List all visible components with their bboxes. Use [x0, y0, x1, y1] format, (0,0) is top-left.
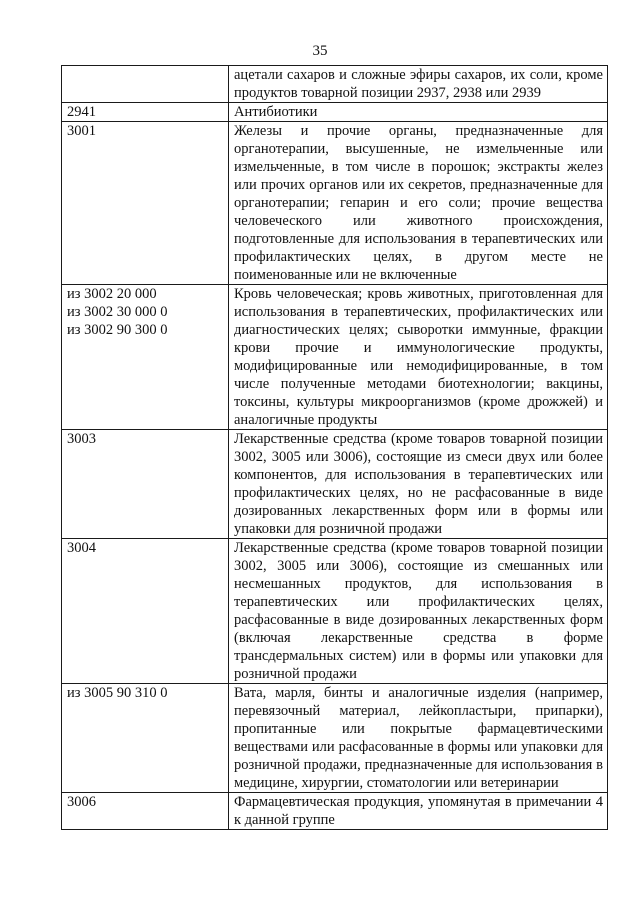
code-line: из 3002 30 000 0	[67, 304, 168, 320]
table-row	[62, 793, 608, 830]
code-line: 3001	[67, 123, 96, 139]
page-number: 35	[312, 43, 328, 59]
code-line: 2941	[67, 104, 96, 120]
code-cell	[62, 430, 229, 539]
code-cell	[62, 66, 229, 103]
table-row	[62, 103, 608, 122]
table-row	[62, 430, 608, 539]
code-line: из 3002 90 300 0	[67, 322, 168, 338]
code-line: 3004	[67, 540, 96, 556]
description-cell: Лекарственные средства (кроме товаров товарной позиции 3002, 3005 или 3006), состоящие из смеси двух или более компонентов, для использования в терапевтических или профилактических целях, но не расфасованные в виде дозированных лекарственных форм или в формы или упаковки для розничной продажи	[229, 430, 608, 539]
description-cell: ацетали сахаров и сложные эфиры сахаров, их соли, кроме продуктов товарной позиции 2937, 2938 или 2939	[229, 66, 608, 103]
description-cell: Фармацевтическая продукция, упомянутая в примечании 4 к данной группе	[229, 793, 608, 830]
code-line: из 3005 90 310 0	[67, 685, 168, 701]
table-row	[62, 285, 608, 430]
code-cell	[62, 793, 229, 830]
table-row	[62, 122, 608, 285]
description-cell: Кровь человеческая; кровь животных, приготовленная для использования в терапевтических, профилактических или диагностических целях; сыворотки иммунные, фракции крови прочие и иммунологические продукты, модифицированные или немодифицированные, в том числе полученные методами биотехнологии; вакцины, токсины, культуры микроорганизмов (кроме дрожжей) и аналогичные продукты	[229, 285, 608, 430]
code-cell	[62, 103, 229, 122]
code-cell	[62, 122, 229, 285]
description-cell: Железы и прочие органы, предназначенные для органотерапии, высушенные, не измельченные или измельченные, в том числе в порошок; экстракты желез или прочих органов или их секретов, предназначенные для органотерапии; гепарин и его соли; прочие вещества человеческого или животного происхождения, подготовленные для использования в терапевтических или профилактических целях, в другом месте не поименованные или не включенные	[229, 122, 608, 285]
code-line: из 3002 20 000	[67, 286, 157, 302]
table-row	[62, 539, 608, 684]
description-cell: Антибиотики	[229, 103, 608, 122]
commodity-code-table	[61, 65, 608, 830]
table-row	[62, 66, 608, 103]
code-line: 3006	[67, 794, 96, 810]
description-cell: Вата, марля, бинты и аналогичные изделия (например, перевязочный материал, лейкопластыри, припарки), пропитанные или покрытые фармацевтическими веществами или расфасованные в формы или упаковки для розничной продажи, предназначенные для использования в медицине, хирургии, стоматологии или ветеринарии	[229, 684, 608, 793]
table-row	[62, 684, 608, 793]
code-cell	[62, 684, 229, 793]
code-cell	[62, 285, 229, 430]
code-line: 3003	[67, 431, 96, 447]
code-cell	[62, 539, 229, 684]
description-cell: Лекарственные средства (кроме товаров товарной позиции 3002, 3005 или 3006), состоящие из смешанных или несмешанных продуктов, для использования в терапевтических или профилактических целях, расфасованные в виде дозированных лекарственных форм (включая лекарственные средства в форме трансдермальных систем) или в формы или упаковки для розничной продажи	[229, 539, 608, 684]
